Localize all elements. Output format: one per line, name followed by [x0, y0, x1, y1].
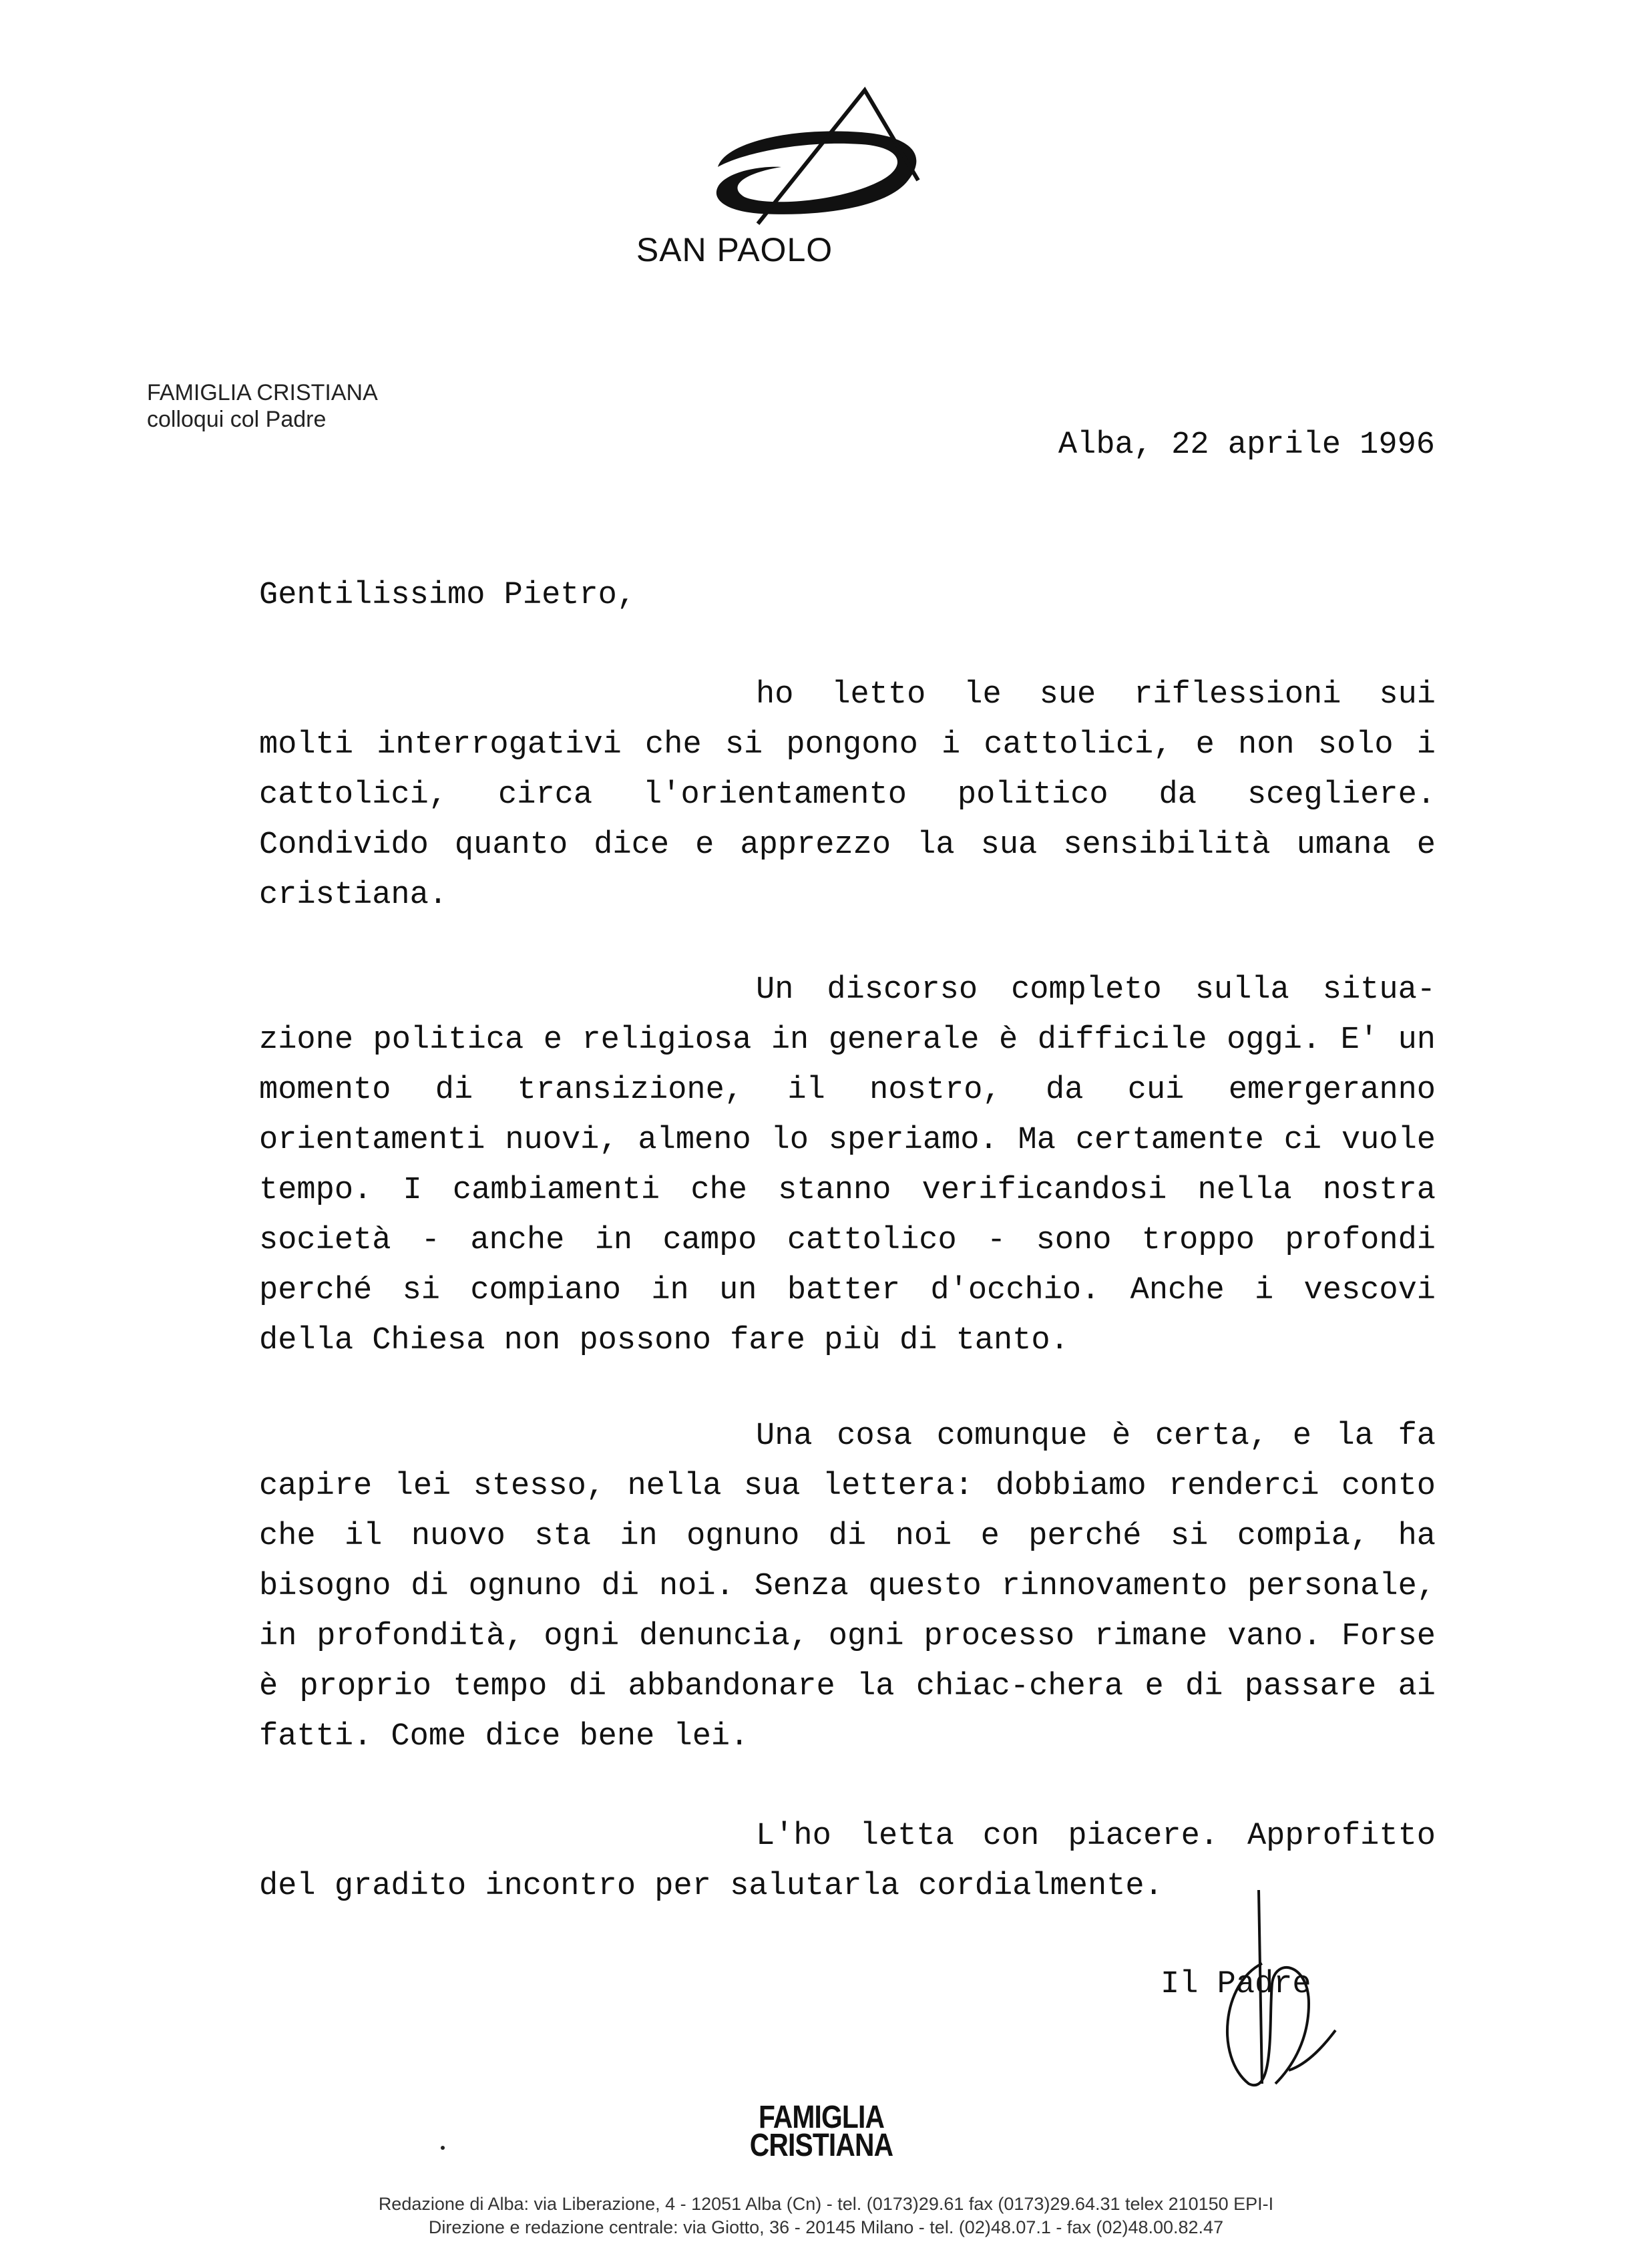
paragraph-2 — [259, 965, 1436, 1366]
department-subtitle: colloqui col Padre — [147, 407, 327, 432]
salutation: Gentilissimo Pietro, — [259, 578, 636, 613]
paragraph-4-body: del gradito incontro per salutarla cordialmente. — [259, 1869, 1163, 1904]
letter-date: Alba, 22 aprile 1996 — [1058, 427, 1435, 463]
footer-logo-line1: FAMIGLIA — [758, 2100, 885, 2135]
paragraph-3-body: capire lei stesso, nella sua lettera: dobbiamo renderci conto che il nuovo sta in ognuno di noi e perché si compia, ha bisogno di ognuno di noi. Senza questo rinnovamento personale, in profondità, ogni denuncia, ogni processo rimane vano. Forse è proprio tempo di abbandonare la chiac-chera e di passare ai fatti. Come dice bene lei. — [259, 1469, 1436, 1754]
paragraph-4-lead: L'ho letta con piacere. Approfitto — [756, 1819, 1436, 1854]
handwritten-signature-icon — [1209, 1883, 1342, 2110]
footer-logo-line2: CRISTIANA — [749, 2128, 893, 2163]
san-paolo-logo-icon — [688, 80, 968, 240]
footer-address — [134, 2193, 1518, 2239]
paragraph-2-body: zione politica e religiosa in generale è difficile oggi. E' un momento di transizione, il nostro, da cui emergeranno orientamenti nuovi, almeno lo speriamo. Ma certamente ci vuole tempo. I cambiamenti che stanno verificandosi nella nostra società - anche in campo cattolico - sono troppo profondi perché si compiano in un batter d'occhio. Anche i vescovi della Chiesa non possono fare più di tanto. — [259, 1022, 1436, 1358]
paragraph-1-lead: ho letto le sue riflessioni sui — [756, 677, 1436, 713]
paragraph-1 — [259, 670, 1436, 920]
footer-address-line2: Direzione e redazione centrale: via Giotto, 36 - 20145 Milano - tel. (02)48.07.1 - fax (02)48.00.82.47 — [428, 2217, 1224, 2237]
department-title: FAMIGLIA CRISTIANA — [147, 380, 378, 405]
stray-mark — [441, 2146, 445, 2150]
footer-logo — [719, 2100, 923, 2163]
brand-name: SAN PAOLO — [636, 231, 833, 268]
footer-address-line1: Redazione di Alba: via Liberazione, 4 - 12051 Alba (Cn) - tel. (0173)29.61 fax (0173)29.64.31 telex 210150 EPI-I — [378, 2194, 1274, 2214]
paragraph-3-lead: Una cosa comunque è certa, e la fa — [756, 1419, 1436, 1454]
department-block — [147, 379, 378, 433]
paragraph-1-body: molti interrogativi che si pongono i cattolici, e non solo i cattolici, circa l'orientamento politico da scegliere. Condivido quanto dice e apprezzo la sua sensibilità umana e cristiana. — [259, 727, 1436, 913]
paragraph-3 — [259, 1411, 1436, 1762]
paragraph-2-lead: Un discorso completo sulla situa- — [756, 972, 1436, 1008]
signoff-label: Il Padre — [1161, 1967, 1311, 2002]
